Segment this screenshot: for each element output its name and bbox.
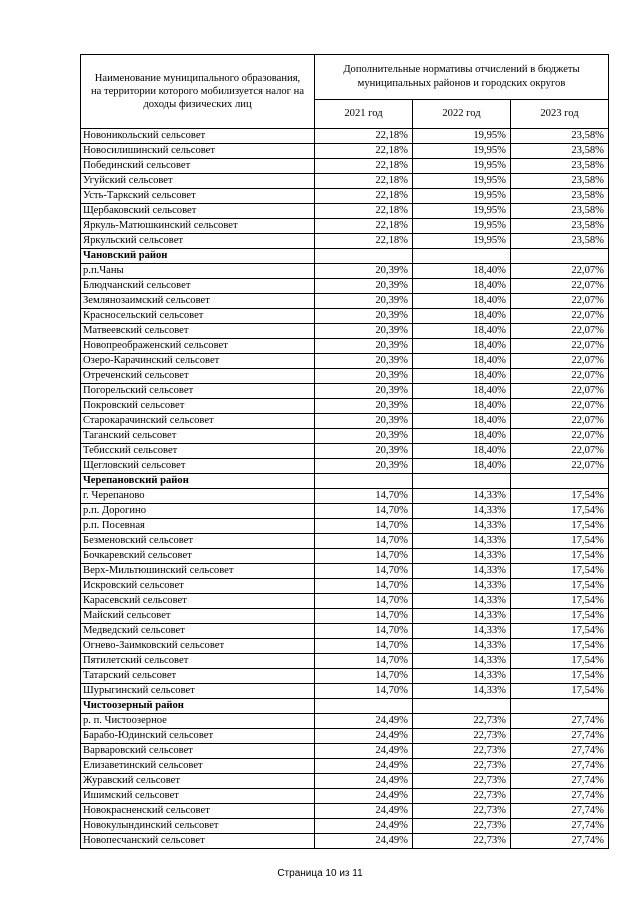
rate-2023: 23,58% bbox=[511, 144, 609, 159]
table-row bbox=[81, 159, 609, 174]
rate-2023: 27,74% bbox=[511, 729, 609, 744]
table-row bbox=[81, 384, 609, 399]
rate-2021: 14,70% bbox=[315, 564, 413, 579]
table-row bbox=[81, 294, 609, 309]
rate-2023: 22,07% bbox=[511, 369, 609, 384]
rate-2022: 22,73% bbox=[413, 804, 511, 819]
rate-2023: 23,58% bbox=[511, 174, 609, 189]
municipality-name: Карасевский сельсовет bbox=[81, 594, 315, 609]
municipality-name: Угуйский сельсовет bbox=[81, 174, 315, 189]
rate-2021: 14,70% bbox=[315, 609, 413, 624]
rate-2023: 22,07% bbox=[511, 324, 609, 339]
municipality-name: Елизаветинский сельсовет bbox=[81, 759, 315, 774]
table-row bbox=[81, 729, 609, 744]
rate-2022: 14,33% bbox=[413, 504, 511, 519]
rate-2021: 24,49% bbox=[315, 759, 413, 774]
rate-2021: 22,18% bbox=[315, 159, 413, 174]
rate-2023: 27,74% bbox=[511, 819, 609, 834]
table-row bbox=[81, 654, 609, 669]
rate-2021: 22,18% bbox=[315, 189, 413, 204]
municipality-name: Матвеевский сельсовет bbox=[81, 324, 315, 339]
rate-2022: 14,33% bbox=[413, 594, 511, 609]
table-row bbox=[81, 804, 609, 819]
municipality-name: Побединский сельсовет bbox=[81, 159, 315, 174]
rate-2022: 14,33% bbox=[413, 534, 511, 549]
district-header-row bbox=[81, 474, 609, 489]
municipality-name: Журавский сельсовет bbox=[81, 774, 315, 789]
table-row bbox=[81, 564, 609, 579]
rate-2023: 23,58% bbox=[511, 129, 609, 144]
rate-2022: 19,95% bbox=[413, 159, 511, 174]
municipality-name: Щербаковский сельсовет bbox=[81, 204, 315, 219]
rate-2023: 23,58% bbox=[511, 159, 609, 174]
rate-2022: 14,33% bbox=[413, 579, 511, 594]
municipality-name: Медведский сельсовет bbox=[81, 624, 315, 639]
document-table-wrapper bbox=[80, 54, 608, 849]
rate-2021: 24,49% bbox=[315, 714, 413, 729]
rate-2023: 17,54% bbox=[511, 639, 609, 654]
table-row bbox=[81, 144, 609, 159]
rate-2023: 22,07% bbox=[511, 309, 609, 324]
rate-2022: 14,33% bbox=[413, 654, 511, 669]
rate-2023: 17,54% bbox=[511, 519, 609, 534]
rate-2021: 24,49% bbox=[315, 744, 413, 759]
municipality-name: Новопреображенский сельсовет bbox=[81, 339, 315, 354]
district-header-row bbox=[81, 699, 609, 714]
header-year-2023: 2023 год bbox=[511, 100, 609, 129]
table-row bbox=[81, 549, 609, 564]
municipality-name: Озеро-Карачинский сельсовет bbox=[81, 354, 315, 369]
rate-2022: 22,73% bbox=[413, 759, 511, 774]
rate-2021: 14,70% bbox=[315, 669, 413, 684]
municipality-name: Землянозаимский сельсовет bbox=[81, 294, 315, 309]
rate-2022: 19,95% bbox=[413, 174, 511, 189]
rate-2022: 18,40% bbox=[413, 384, 511, 399]
header-row-top bbox=[81, 55, 609, 100]
rate-2023: 17,54% bbox=[511, 654, 609, 669]
municipality-name: Шурыгинский сельсовет bbox=[81, 684, 315, 699]
municipality-name: Пятилетский сельсовет bbox=[81, 654, 315, 669]
rate-2023: 17,54% bbox=[511, 669, 609, 684]
table-row bbox=[81, 639, 609, 654]
rate-2023: 22,07% bbox=[511, 294, 609, 309]
table-row bbox=[81, 399, 609, 414]
rate-2022: 18,40% bbox=[413, 324, 511, 339]
rate-2022: 14,33% bbox=[413, 549, 511, 564]
empty-cell bbox=[413, 699, 511, 714]
municipality-name: Майский сельсовет bbox=[81, 609, 315, 624]
table-row bbox=[81, 519, 609, 534]
table-row bbox=[81, 609, 609, 624]
table-row bbox=[81, 279, 609, 294]
rate-2021: 20,39% bbox=[315, 459, 413, 474]
rate-2021: 14,70% bbox=[315, 489, 413, 504]
municipality-name: Татарский сельсовет bbox=[81, 669, 315, 684]
rate-2021: 20,39% bbox=[315, 414, 413, 429]
rate-2022: 18,40% bbox=[413, 309, 511, 324]
header-standards-group: Дополнительные нормативы отчислений в бюджеты муниципальных районов и городских округов bbox=[315, 55, 609, 100]
municipality-name: Ишимский сельсовет bbox=[81, 789, 315, 804]
rate-2021: 14,70% bbox=[315, 579, 413, 594]
table-row bbox=[81, 324, 609, 339]
rate-2022: 19,95% bbox=[413, 204, 511, 219]
header-year-2021: 2021 год bbox=[315, 100, 413, 129]
rate-2023: 23,58% bbox=[511, 204, 609, 219]
rate-2022: 18,40% bbox=[413, 459, 511, 474]
table-row bbox=[81, 714, 609, 729]
tax-standards-table bbox=[80, 54, 609, 849]
rate-2021: 24,49% bbox=[315, 819, 413, 834]
rate-2022: 14,33% bbox=[413, 609, 511, 624]
table-row bbox=[81, 744, 609, 759]
table-row bbox=[81, 774, 609, 789]
rate-2021: 20,39% bbox=[315, 309, 413, 324]
municipality-name: Бочкаревский сельсовет bbox=[81, 549, 315, 564]
rate-2022: 22,73% bbox=[413, 819, 511, 834]
municipality-name: р.п.Чаны bbox=[81, 264, 315, 279]
municipality-name: Новоникольский сельсовет bbox=[81, 129, 315, 144]
rate-2022: 18,40% bbox=[413, 279, 511, 294]
rate-2021: 20,39% bbox=[315, 264, 413, 279]
rate-2021: 20,39% bbox=[315, 324, 413, 339]
municipality-name: Варваровский сельсовет bbox=[81, 744, 315, 759]
rate-2023: 27,74% bbox=[511, 804, 609, 819]
table-row bbox=[81, 189, 609, 204]
rate-2023: 23,58% bbox=[511, 234, 609, 249]
table-row bbox=[81, 789, 609, 804]
municipality-name: Таганский сельсовет bbox=[81, 429, 315, 444]
rate-2021: 14,70% bbox=[315, 684, 413, 699]
table-row bbox=[81, 489, 609, 504]
rate-2021: 14,70% bbox=[315, 534, 413, 549]
rate-2021: 14,70% bbox=[315, 549, 413, 564]
district-name: Чановский район bbox=[81, 249, 315, 264]
empty-cell bbox=[315, 249, 413, 264]
page-number: Страница 10 из 11 bbox=[277, 868, 363, 879]
rate-2023: 17,54% bbox=[511, 534, 609, 549]
rate-2023: 27,74% bbox=[511, 744, 609, 759]
municipality-name: Верх-Мильтюшинский сельсовет bbox=[81, 564, 315, 579]
rate-2022: 14,33% bbox=[413, 489, 511, 504]
rate-2022: 14,33% bbox=[413, 624, 511, 639]
municipality-name: Старокарачинский сельсовет bbox=[81, 414, 315, 429]
rate-2022: 18,40% bbox=[413, 294, 511, 309]
rate-2022: 14,33% bbox=[413, 669, 511, 684]
rate-2022: 22,73% bbox=[413, 834, 511, 849]
rate-2021: 22,18% bbox=[315, 234, 413, 249]
rate-2021: 14,70% bbox=[315, 639, 413, 654]
rate-2022: 18,40% bbox=[413, 264, 511, 279]
table-body bbox=[81, 129, 609, 849]
rate-2023: 23,58% bbox=[511, 219, 609, 234]
rate-2023: 27,74% bbox=[511, 774, 609, 789]
rate-2023: 27,74% bbox=[511, 714, 609, 729]
rate-2023: 22,07% bbox=[511, 279, 609, 294]
rate-2021: 20,39% bbox=[315, 399, 413, 414]
rate-2021: 22,18% bbox=[315, 174, 413, 189]
table-row bbox=[81, 339, 609, 354]
municipality-name: Огнево-Заимковский сельсовет bbox=[81, 639, 315, 654]
table-row bbox=[81, 684, 609, 699]
rate-2021: 14,70% bbox=[315, 504, 413, 519]
rate-2022: 18,40% bbox=[413, 339, 511, 354]
rate-2022: 19,95% bbox=[413, 189, 511, 204]
table-row bbox=[81, 504, 609, 519]
rate-2021: 14,70% bbox=[315, 519, 413, 534]
empty-cell bbox=[315, 474, 413, 489]
rate-2021: 14,70% bbox=[315, 594, 413, 609]
rate-2022: 19,95% bbox=[413, 129, 511, 144]
rate-2022: 19,95% bbox=[413, 219, 511, 234]
table-row bbox=[81, 354, 609, 369]
table-row bbox=[81, 819, 609, 834]
table-row bbox=[81, 309, 609, 324]
municipality-name: Погорельский сельсовет bbox=[81, 384, 315, 399]
empty-cell bbox=[511, 249, 609, 264]
rate-2022: 14,33% bbox=[413, 639, 511, 654]
municipality-name: р.п. Посевная bbox=[81, 519, 315, 534]
rate-2023: 17,54% bbox=[511, 564, 609, 579]
district-name: Черепановский район bbox=[81, 474, 315, 489]
rate-2023: 17,54% bbox=[511, 504, 609, 519]
rate-2022: 19,95% bbox=[413, 144, 511, 159]
rate-2023: 27,74% bbox=[511, 759, 609, 774]
rate-2021: 20,39% bbox=[315, 279, 413, 294]
rate-2021: 24,49% bbox=[315, 834, 413, 849]
municipality-name: Новокрасненский сельсовет bbox=[81, 804, 315, 819]
empty-cell bbox=[511, 699, 609, 714]
rate-2021: 20,39% bbox=[315, 294, 413, 309]
municipality-name: Щегловский сельсовет bbox=[81, 459, 315, 474]
municipality-name: г. Черепаново bbox=[81, 489, 315, 504]
rate-2023: 22,07% bbox=[511, 354, 609, 369]
rate-2022: 22,73% bbox=[413, 729, 511, 744]
rate-2023: 22,07% bbox=[511, 384, 609, 399]
rate-2022: 14,33% bbox=[413, 519, 511, 534]
table-row bbox=[81, 669, 609, 684]
rate-2022: 18,40% bbox=[413, 429, 511, 444]
municipality-name: Барабо-Юдинский сельсовет bbox=[81, 729, 315, 744]
municipality-name: р. п. Чистоозерное bbox=[81, 714, 315, 729]
rate-2022: 14,33% bbox=[413, 684, 511, 699]
empty-cell bbox=[315, 699, 413, 714]
table-row bbox=[81, 594, 609, 609]
header-municipality-name: Наименование муниципального образования, на территории которого мобилизуется налог на доходы физических лиц bbox=[81, 55, 315, 129]
rate-2023: 22,07% bbox=[511, 444, 609, 459]
table-row bbox=[81, 459, 609, 474]
municipality-name: Тебисский сельсовет bbox=[81, 444, 315, 459]
table-row bbox=[81, 429, 609, 444]
rate-2021: 24,49% bbox=[315, 774, 413, 789]
rate-2023: 22,07% bbox=[511, 414, 609, 429]
rate-2023: 17,54% bbox=[511, 489, 609, 504]
municipality-name: Красносельский сельсовет bbox=[81, 309, 315, 324]
rate-2021: 24,49% bbox=[315, 729, 413, 744]
rate-2023: 22,07% bbox=[511, 399, 609, 414]
rate-2023: 22,07% bbox=[511, 459, 609, 474]
rate-2021: 20,39% bbox=[315, 369, 413, 384]
rate-2021: 24,49% bbox=[315, 789, 413, 804]
rate-2023: 22,07% bbox=[511, 339, 609, 354]
rate-2021: 20,39% bbox=[315, 339, 413, 354]
rate-2023: 17,54% bbox=[511, 624, 609, 639]
table-row bbox=[81, 414, 609, 429]
municipality-name: Новопесчанский сельсовет bbox=[81, 834, 315, 849]
municipality-name: Новокулындинский сельсовет bbox=[81, 819, 315, 834]
rate-2023: 17,54% bbox=[511, 549, 609, 564]
rate-2023: 27,74% bbox=[511, 834, 609, 849]
empty-cell bbox=[413, 474, 511, 489]
table-row bbox=[81, 129, 609, 144]
rate-2022: 22,73% bbox=[413, 789, 511, 804]
table-row bbox=[81, 264, 609, 279]
rate-2021: 22,18% bbox=[315, 144, 413, 159]
rate-2023: 23,58% bbox=[511, 189, 609, 204]
header-year-2022: 2022 год bbox=[413, 100, 511, 129]
rate-2021: 14,70% bbox=[315, 654, 413, 669]
district-header-row bbox=[81, 249, 609, 264]
municipality-name: Безменовский сельсовет bbox=[81, 534, 315, 549]
rate-2022: 18,40% bbox=[413, 369, 511, 384]
rate-2022: 22,73% bbox=[413, 774, 511, 789]
table-header bbox=[81, 55, 609, 129]
rate-2023: 17,54% bbox=[511, 684, 609, 699]
rate-2023: 17,54% bbox=[511, 594, 609, 609]
rate-2022: 18,40% bbox=[413, 399, 511, 414]
table-row bbox=[81, 834, 609, 849]
rate-2021: 22,18% bbox=[315, 219, 413, 234]
rate-2022: 22,73% bbox=[413, 744, 511, 759]
table-row bbox=[81, 219, 609, 234]
municipality-name: Отреченский сельсовет bbox=[81, 369, 315, 384]
rate-2021: 20,39% bbox=[315, 429, 413, 444]
table-row bbox=[81, 204, 609, 219]
rate-2023: 17,54% bbox=[511, 579, 609, 594]
rate-2022: 18,40% bbox=[413, 444, 511, 459]
table-row bbox=[81, 534, 609, 549]
table-row bbox=[81, 579, 609, 594]
rate-2023: 27,74% bbox=[511, 789, 609, 804]
municipality-name: Усть-Таркский сельсовет bbox=[81, 189, 315, 204]
municipality-name: р.п. Дорогино bbox=[81, 504, 315, 519]
table-row bbox=[81, 369, 609, 384]
rate-2021: 22,18% bbox=[315, 204, 413, 219]
rate-2023: 17,54% bbox=[511, 609, 609, 624]
rate-2022: 18,40% bbox=[413, 354, 511, 369]
municipality-name: Яркульский сельсовет bbox=[81, 234, 315, 249]
table-row bbox=[81, 759, 609, 774]
municipality-name: Яркуль-Матюшкинский сельсовет bbox=[81, 219, 315, 234]
rate-2021: 20,39% bbox=[315, 444, 413, 459]
municipality-name: Блюдчанский сельсовет bbox=[81, 279, 315, 294]
rate-2023: 22,07% bbox=[511, 264, 609, 279]
table-row bbox=[81, 624, 609, 639]
rate-2022: 14,33% bbox=[413, 564, 511, 579]
rate-2021: 22,18% bbox=[315, 129, 413, 144]
rate-2023: 22,07% bbox=[511, 429, 609, 444]
table-row bbox=[81, 234, 609, 249]
empty-cell bbox=[413, 249, 511, 264]
rate-2022: 18,40% bbox=[413, 414, 511, 429]
district-name: Чистоозерный район bbox=[81, 699, 315, 714]
municipality-name: Новосилишинский сельсовет bbox=[81, 144, 315, 159]
rate-2021: 24,49% bbox=[315, 804, 413, 819]
rate-2022: 22,73% bbox=[413, 714, 511, 729]
municipality-name: Искровский сельсовет bbox=[81, 579, 315, 594]
rate-2022: 19,95% bbox=[413, 234, 511, 249]
empty-cell bbox=[511, 474, 609, 489]
table-row bbox=[81, 444, 609, 459]
rate-2021: 14,70% bbox=[315, 624, 413, 639]
municipality-name: Покровский сельсовет bbox=[81, 399, 315, 414]
rate-2021: 20,39% bbox=[315, 384, 413, 399]
rate-2021: 20,39% bbox=[315, 354, 413, 369]
table-row bbox=[81, 174, 609, 189]
